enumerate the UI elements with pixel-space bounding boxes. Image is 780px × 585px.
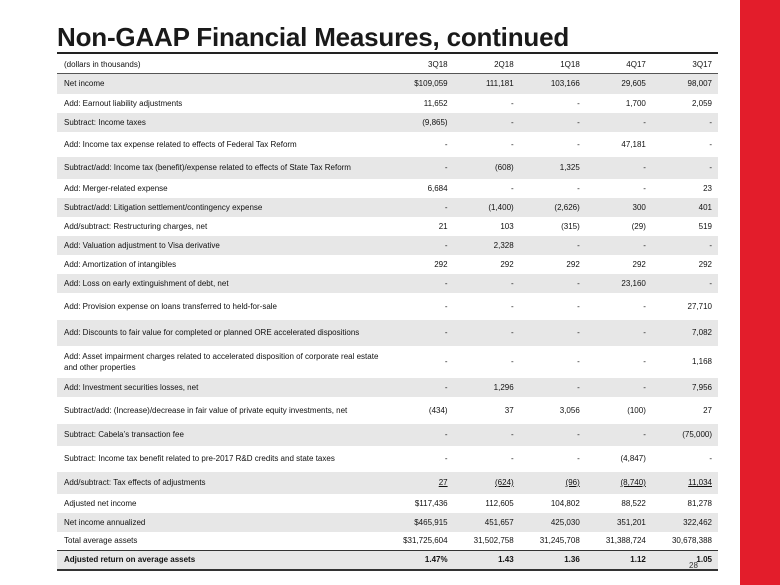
cell-value: 2,328 bbox=[454, 236, 520, 255]
row-label: Add: Provision expense on loans transferred to held-for-sale bbox=[64, 301, 278, 311]
row-label: Subtract/add: (Increase)/decrease in fair value of private equity investments, net bbox=[64, 405, 348, 415]
row-label: Subtract: Income taxes bbox=[57, 113, 388, 132]
cell-value: 30,678,388 bbox=[671, 536, 712, 546]
cell-value: - bbox=[652, 157, 718, 179]
cell-value: - bbox=[454, 320, 520, 346]
table-row bbox=[57, 397, 718, 424]
cell-value: 1.47% bbox=[388, 551, 454, 570]
cell-value: 7,082 bbox=[652, 320, 718, 346]
row-label: Net income bbox=[57, 74, 388, 94]
cell-value: - bbox=[520, 320, 586, 346]
cell-value: (608) bbox=[454, 157, 520, 179]
table-row bbox=[57, 255, 718, 274]
cell-value: 1.12 bbox=[586, 551, 652, 570]
table-row bbox=[57, 446, 718, 472]
cell-value: 31,502,758 bbox=[473, 536, 514, 546]
cell-value: 292 bbox=[632, 259, 646, 269]
row-label: Add: Valuation adjustment to Visa derivative bbox=[57, 236, 388, 255]
row-label: Total average assets bbox=[64, 536, 138, 546]
cell-value: 37 bbox=[504, 405, 514, 415]
table-row bbox=[57, 378, 718, 397]
cell-value: - bbox=[577, 183, 580, 193]
table-row bbox=[57, 179, 718, 198]
cell-value: 292 bbox=[566, 259, 580, 269]
cell-value: 1,296 bbox=[454, 378, 520, 397]
cell-value: 425,030 bbox=[520, 513, 586, 532]
column-header: 3Q17 bbox=[652, 55, 718, 74]
row-label: Add: Loss on early extinguishment of debt, net bbox=[57, 274, 388, 293]
cell-value: - bbox=[643, 357, 646, 366]
cell-value: 103 bbox=[500, 221, 514, 231]
cell-value: - bbox=[577, 454, 580, 463]
cell-value: 23,160 bbox=[586, 274, 652, 293]
row-label: Subtract: Cabela’s transaction fee bbox=[57, 424, 388, 446]
cell-value: 1,325 bbox=[520, 157, 586, 179]
row-label: Add: Earnout liability adjustments bbox=[64, 98, 183, 108]
cell-value: - bbox=[388, 274, 454, 293]
column-header: 2Q18 bbox=[454, 55, 520, 74]
cell-value: - bbox=[511, 98, 514, 108]
cell-value: - bbox=[577, 357, 580, 366]
table-row bbox=[57, 157, 718, 179]
table-row bbox=[57, 293, 718, 320]
cell-value: 103,166 bbox=[520, 74, 586, 94]
cell-value: (75,000) bbox=[652, 424, 718, 446]
table-row bbox=[57, 217, 718, 236]
cell-value: (100) bbox=[627, 405, 646, 415]
cell-value: 451,657 bbox=[454, 513, 520, 532]
cell-value: 23 bbox=[703, 183, 712, 193]
cell-value: - bbox=[652, 236, 718, 255]
page-title: Non-GAAP Financial Measures, continued bbox=[57, 22, 570, 52]
non-gaap-table bbox=[57, 55, 718, 571]
row-label: Subtract: Income tax benefit related to pre-2017 R&D credits and state taxes bbox=[64, 454, 335, 463]
cell-value: - bbox=[454, 113, 520, 132]
cell-value: (9,865) bbox=[388, 113, 454, 132]
cell-value: - bbox=[586, 320, 652, 346]
cell-value: (4,847) bbox=[620, 454, 646, 463]
table-row bbox=[57, 274, 718, 293]
cell-value: - bbox=[444, 357, 448, 366]
cell-value: $465,915 bbox=[388, 513, 454, 532]
cell-value: - bbox=[511, 454, 514, 463]
row-label: Add: Asset impairment charges related to accelerated disposition of corporate real estate and other properties bbox=[64, 351, 379, 372]
cell-value: $31,725,604 bbox=[403, 536, 448, 546]
cell-value: 88,522 bbox=[621, 498, 646, 508]
row-label: Add: Income tax expense related to effects of Federal Tax Reform bbox=[64, 139, 297, 149]
cell-value: - bbox=[454, 274, 520, 293]
cell-value: 351,201 bbox=[586, 513, 652, 532]
cell-value: - bbox=[586, 424, 652, 446]
table-row bbox=[57, 532, 718, 551]
cell-value: - bbox=[511, 357, 514, 366]
cell-value: $117,436 bbox=[414, 498, 448, 508]
cell-value: 47,181 bbox=[621, 139, 646, 149]
cell-value: 27 bbox=[388, 472, 454, 494]
cell-value: 292 bbox=[434, 259, 448, 269]
cell-value: (315) bbox=[561, 221, 580, 231]
cell-value: 81,278 bbox=[687, 498, 712, 508]
table-row bbox=[57, 346, 718, 378]
cell-value: - bbox=[444, 139, 448, 149]
table-header-row bbox=[57, 55, 718, 74]
row-label: Add/subtract: Tax effects of adjustments bbox=[57, 472, 388, 494]
title-divider bbox=[57, 52, 718, 54]
table-row bbox=[57, 113, 718, 132]
row-label: Add: Investment securities losses, net bbox=[57, 378, 388, 397]
column-header: 1Q18 bbox=[520, 55, 586, 74]
cell-value: 1.05 bbox=[652, 551, 718, 570]
cell-value: - bbox=[586, 113, 652, 132]
cell-value: 104,802 bbox=[550, 498, 580, 508]
cell-value: 27 bbox=[703, 405, 712, 415]
cell-value: 11,652 bbox=[423, 98, 448, 108]
cell-value: (29) bbox=[631, 221, 646, 231]
cell-value: - bbox=[511, 139, 514, 149]
row-label: Subtract/add: Litigation settlement/contingency expense bbox=[57, 198, 388, 217]
cell-value: 519 bbox=[698, 221, 712, 231]
cell-value: - bbox=[709, 139, 712, 149]
table-row bbox=[57, 94, 718, 113]
cell-value: 112,605 bbox=[485, 498, 514, 508]
cell-value: 1,168 bbox=[691, 357, 712, 366]
cell-value: (434) bbox=[428, 405, 448, 415]
cell-value: (2,626) bbox=[520, 198, 586, 217]
row-label: Subtract/add: Income tax (benefit)/expense related to effects of State Tax Reform bbox=[57, 157, 388, 179]
cell-value: 11,034 bbox=[652, 472, 718, 494]
row-label: Adjusted return on average assets bbox=[57, 551, 388, 570]
cell-value: 292 bbox=[698, 259, 712, 269]
cell-value: 300 bbox=[586, 198, 652, 217]
cell-value: 6,684 bbox=[427, 183, 448, 193]
row-label: Net income annualized bbox=[57, 513, 388, 532]
table-row bbox=[57, 320, 718, 346]
cell-value: 1.43 bbox=[454, 551, 520, 570]
cell-value: - bbox=[511, 301, 514, 311]
cell-value: - bbox=[388, 424, 454, 446]
table-row bbox=[57, 236, 718, 255]
cell-value: - bbox=[577, 98, 580, 108]
row-label: Add: Merger-related expense bbox=[64, 183, 168, 193]
cell-value: (1,400) bbox=[454, 198, 520, 217]
table-row bbox=[57, 472, 718, 494]
cell-value: - bbox=[586, 157, 652, 179]
cell-value: - bbox=[454, 424, 520, 446]
column-header: 4Q17 bbox=[586, 55, 652, 74]
cell-value: 322,462 bbox=[652, 513, 718, 532]
cell-value: $109,059 bbox=[388, 74, 454, 94]
table-row bbox=[57, 494, 718, 513]
cell-value: 31,245,708 bbox=[539, 536, 580, 546]
cell-value: - bbox=[444, 301, 448, 311]
cell-value: - bbox=[444, 454, 448, 463]
table-row bbox=[57, 424, 718, 446]
table-row bbox=[57, 513, 718, 532]
row-label: Add: Amortization of intangibles bbox=[64, 259, 177, 269]
cell-value: 3,056 bbox=[559, 405, 580, 415]
cell-value: - bbox=[577, 139, 580, 149]
cell-value: - bbox=[388, 236, 454, 255]
cell-value: - bbox=[586, 378, 652, 397]
cell-value: 7,956 bbox=[652, 378, 718, 397]
accent-side-bar bbox=[740, 0, 780, 585]
cell-value: - bbox=[643, 183, 646, 193]
cell-value: - bbox=[652, 274, 718, 293]
cell-value: - bbox=[520, 378, 586, 397]
cell-value: - bbox=[388, 378, 454, 397]
cell-value: - bbox=[388, 320, 454, 346]
cell-value: 111,181 bbox=[454, 74, 520, 94]
table-row bbox=[57, 74, 718, 94]
cell-value: 2,059 bbox=[691, 98, 712, 108]
cell-value: 401 bbox=[652, 198, 718, 217]
cell-value: 21 bbox=[438, 221, 448, 231]
cell-value: - bbox=[577, 301, 580, 311]
cell-value: 27,710 bbox=[687, 301, 712, 311]
cell-value: - bbox=[520, 236, 586, 255]
cell-value: - bbox=[520, 274, 586, 293]
cell-value: 292 bbox=[500, 259, 514, 269]
cell-value: 29,605 bbox=[586, 74, 652, 94]
cell-value: - bbox=[388, 157, 454, 179]
table-row bbox=[57, 198, 718, 217]
cell-value: - bbox=[709, 454, 712, 463]
row-label: Adjusted net income bbox=[64, 498, 137, 508]
units-label: (dollars in thousands) bbox=[57, 55, 388, 74]
cell-value: - bbox=[520, 424, 586, 446]
cell-value: - bbox=[652, 113, 718, 132]
cell-value: - bbox=[520, 113, 586, 132]
cell-value: - bbox=[586, 236, 652, 255]
cell-value: 98,007 bbox=[652, 74, 718, 94]
cell-value: 31,388,724 bbox=[605, 536, 646, 546]
cell-value: (96) bbox=[520, 472, 586, 494]
row-label: Add: Discounts to fair value for completed or planned ORE accelerated dispositions bbox=[57, 320, 388, 346]
cell-value: (8,740) bbox=[586, 472, 652, 494]
cell-value: (624) bbox=[454, 472, 520, 494]
cell-value: 1.36 bbox=[520, 551, 586, 570]
row-label: Add/subtract: Restructuring charges, net bbox=[64, 221, 208, 231]
page-number: 28 bbox=[689, 561, 698, 570]
cell-value: - bbox=[643, 301, 646, 311]
table-row-total bbox=[57, 551, 718, 570]
cell-value: 1,700 bbox=[625, 98, 646, 108]
cell-value: - bbox=[388, 198, 454, 217]
cell-value: - bbox=[511, 183, 514, 193]
column-header: 3Q18 bbox=[388, 55, 454, 74]
table-row bbox=[57, 132, 718, 157]
